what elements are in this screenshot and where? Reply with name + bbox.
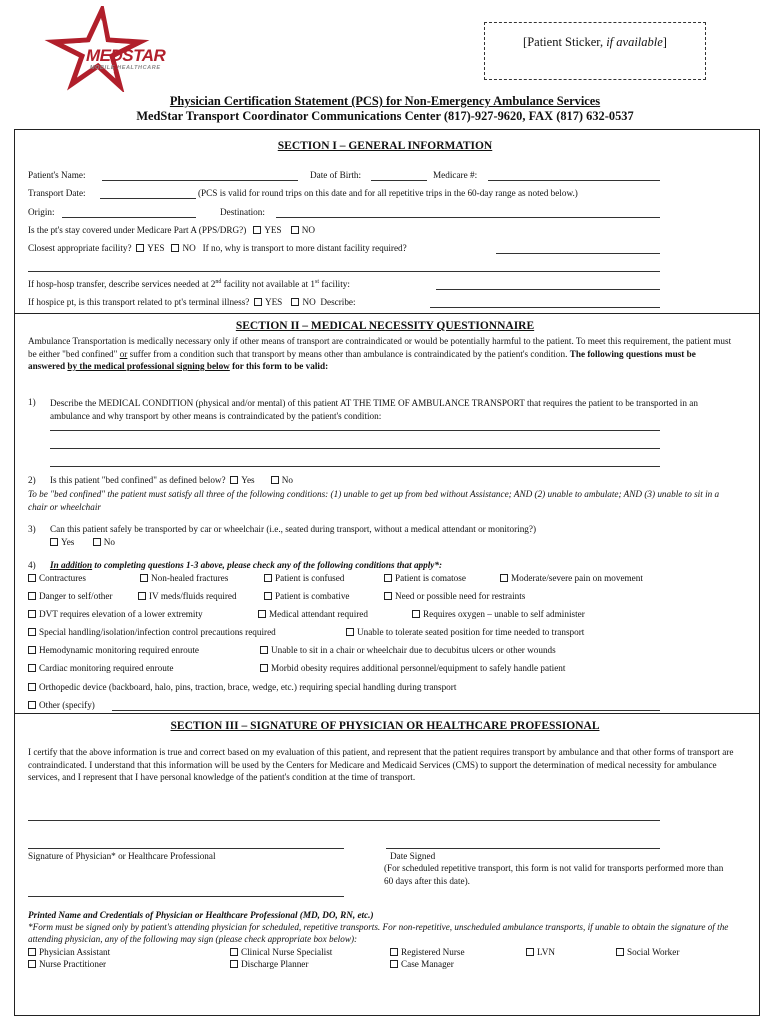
transport-date-note: (PCS is valid for round trips on this date and for all repetitive trips in the 60-day range as noted below.) (198, 188, 578, 198)
option-clinical-nurse[interactable]: Clinical Nurse Specialist (230, 947, 332, 957)
transport-date-label: Transport Date: (28, 188, 86, 198)
hospice-question: If hospice pt, is this transport related to pt's terminal illness? YES NO Describe: (28, 297, 356, 307)
q2-text: Is this patient "bed confined" as defined below? Yes No (50, 475, 293, 485)
checkbox[interactable] (264, 592, 272, 600)
closest-yes-checkbox[interactable] (136, 244, 144, 252)
checkbox[interactable] (140, 574, 148, 582)
q1-answer-line-2[interactable] (50, 448, 660, 449)
q1-answer-line-1[interactable] (50, 430, 660, 431)
checkbox[interactable] (230, 960, 238, 968)
checkbox[interactable] (500, 574, 508, 582)
checkbox[interactable] (390, 948, 398, 956)
closest-why-field[interactable] (496, 253, 660, 254)
q2-yes-checkbox[interactable] (230, 476, 238, 484)
option-lvn[interactable]: LVN (526, 947, 555, 957)
certification-text: I certify that the above information is true and correct based on my evaluation of this patient, and represent that the patient requires transport by ambulance and that other forms of transport are contraindicated. I understand that this information will be used by the Centers for Medicare and Medicaid Services (CMS) to support the determination of medical necessity for ambulance services, and I represent that I have personal knowledge of the patient's condition at the time of transport. (28, 747, 734, 782)
condition-contractures[interactable]: Contractures (28, 573, 86, 583)
condition-attendant[interactable]: Medical attendant required (258, 609, 368, 619)
medicare-field[interactable] (488, 180, 660, 181)
destination-field[interactable] (276, 217, 660, 218)
hospice-describe-field[interactable] (430, 307, 660, 308)
checkbox[interactable] (390, 960, 398, 968)
origin-label: Origin: (28, 207, 55, 217)
condition-restraints[interactable]: Need or possible need for restraints (384, 591, 525, 601)
condition-hemo[interactable]: Hemodynamic monitoring required enroute (28, 645, 199, 655)
logo-brand: MEDSTAR (86, 46, 166, 65)
section-2-intro: Ambulance Transportation is medically necessary only if other means of transport are contraindicated or would be potentially harmful to the patient. To meet this requirement, the patient must be either "bed confined" or suffer from a condition such that transport by means other than ambulance is contraindicated by the patient's condition. The following questions must be answered by the medical professional signing below for this form to be valid: (28, 336, 732, 371)
option-case-manager[interactable]: Case Manager (390, 959, 454, 969)
hospice-yes-checkbox[interactable] (254, 298, 262, 306)
q1-answer-line-3[interactable] (50, 466, 660, 467)
medicare-label: Medicare #: (433, 170, 478, 180)
option-physician-assistant[interactable]: Physician Assistant (28, 947, 110, 957)
condition-ortho[interactable]: Orthopedic device (backboard, halo, pins, traction, brace, wedge, etc.) requiring special handling during transport (28, 682, 456, 692)
other-specify-field[interactable] (112, 710, 660, 711)
patient-name-field[interactable] (102, 180, 298, 181)
checkbox[interactable] (412, 610, 420, 618)
checkbox[interactable] (384, 574, 392, 582)
condition-confused[interactable]: Patient is confused (264, 573, 344, 583)
closest-no-checkbox[interactable] (171, 244, 179, 252)
checkbox[interactable] (260, 646, 268, 654)
checkbox[interactable] (28, 701, 36, 709)
condition-nonhealed[interactable]: Non-healed fractures (140, 573, 228, 583)
part-a-question: Is the pt's stay covered under Medicare Part A (PPS/DRG?) YES NO (28, 225, 316, 235)
signature-extra-line[interactable] (28, 820, 660, 821)
section-2-title: SECTION II – MEDICAL NECESSITY QUESTIONNAIRE (235, 320, 535, 332)
checkbox[interactable] (28, 960, 36, 968)
q2-definition: To be "bed confined" the patient must satisfy all three of the following conditions: (1) unable to get up from bed without Assistance; AND (2) unable to ambulate; AND (3) unable to sit in a chair or wheelchair (28, 489, 720, 512)
checkbox[interactable] (230, 948, 238, 956)
option-registered-nurse[interactable]: Registered Nurse (390, 947, 465, 957)
hosp-transfer-field[interactable] (436, 289, 660, 290)
closest-why-field-2[interactable] (28, 271, 660, 272)
section-divider-1 (14, 313, 760, 314)
condition-cardiac[interactable]: Cardiac monitoring required enroute (28, 663, 173, 673)
condition-decubitus[interactable]: Unable to sit in a chair or wheelchair due to decubitus ulcers or other wounds (260, 645, 556, 655)
checkbox[interactable] (28, 592, 36, 600)
form-subtitle: MedStar Transport Coordinator Communications Center (817)-927-9620, FAX (817) 632-0537 (136, 109, 634, 123)
patient-sticker-box (484, 22, 706, 80)
checkbox[interactable] (526, 948, 534, 956)
condition-obesity[interactable]: Morbid obesity requires additional personnel/equipment to safely handle patient (260, 663, 565, 673)
checkbox[interactable] (346, 628, 354, 636)
q2-number: 2) (28, 475, 36, 485)
part-a-yes-checkbox[interactable] (253, 226, 261, 234)
checkbox[interactable] (28, 646, 36, 654)
date-signed-note: (For scheduled repetitive transport, this form is not valid for transports performed more than 60 days after this date). (384, 863, 724, 886)
option-social-worker[interactable]: Social Worker (616, 947, 679, 957)
condition-combative[interactable]: Patient is combative (264, 591, 350, 601)
condition-pain[interactable]: Moderate/severe pain on movement (500, 573, 643, 583)
checkbox[interactable] (28, 948, 36, 956)
checkbox[interactable] (28, 664, 36, 672)
signature-field[interactable] (28, 848, 344, 849)
q2-no-checkbox[interactable] (271, 476, 279, 484)
condition-iv[interactable]: IV meds/fluids required (138, 591, 237, 601)
hosp-transfer-question: If hosp-hosp transfer, describe services needed at 2nd facility not available at 1st facility: (28, 279, 350, 290)
checkbox[interactable] (616, 948, 624, 956)
logo-tagline: MOBILE HEALTHCARE (90, 65, 161, 71)
condition-danger[interactable]: Danger to self/other (28, 591, 112, 601)
patient-sticker-label: [Patient Sticker, if available] (523, 35, 667, 49)
dob-field[interactable] (371, 180, 427, 181)
checkbox[interactable] (138, 592, 146, 600)
q3-number: 3) (28, 524, 36, 534)
destination-label: Destination: (220, 207, 265, 217)
checkbox[interactable] (28, 574, 36, 582)
checkbox[interactable] (264, 574, 272, 582)
signature-label: Signature of Physician* or Healthcare Professional (28, 851, 216, 861)
closest-facility-question: Closest appropriate facility? YES NO If no, why is transport to more distant facility required? (28, 243, 407, 253)
condition-oxygen[interactable]: Requires oxygen – unable to self administer (412, 609, 585, 619)
part-a-no-checkbox[interactable] (291, 226, 299, 234)
q4-number: 4) (28, 560, 36, 570)
checkbox[interactable] (28, 610, 36, 618)
section-divider-2 (14, 713, 760, 714)
checkbox[interactable] (28, 683, 36, 691)
checkbox[interactable] (28, 628, 36, 636)
hospice-no-checkbox[interactable] (291, 298, 299, 306)
section-3-title: SECTION III – SIGNATURE OF PHYSICIAN OR HEALTHCARE PROFESSIONAL (170, 720, 600, 732)
q1-text: Describe the MEDICAL CONDITION (physical and/or mental) of this patient AT THE TIME OF AMBULANCE TRANSPORT that requires the patient to be transported in an ambulance and why transport by other means is contraindicated by the patient's condition: (50, 398, 698, 421)
option-nurse-practitioner[interactable]: Nurse Practitioner (28, 959, 106, 969)
checkbox[interactable] (384, 592, 392, 600)
dob-label: Date of Birth: (310, 170, 362, 180)
q3-text: Can this patient safely be transported by car or wheelchair (i.e., seated during transport, without a medical attendant or monitoring?) (50, 524, 537, 534)
q3-no-checkbox[interactable] (93, 538, 101, 546)
condition-seated[interactable]: Unable to tolerate seated position for time needed to transport (346, 627, 584, 637)
origin-field[interactable] (62, 217, 196, 218)
q3-yes-checkbox[interactable] (50, 538, 58, 546)
q1-number: 1) (28, 397, 36, 407)
condition-dvt[interactable]: DVT requires elevation of a lower extremity (28, 609, 203, 619)
q3-options: Yes No (50, 537, 115, 547)
date-signed-label: Date Signed (390, 851, 436, 861)
q4-text: In addition to completing questions 1-3 above, please check any of the following conditions that apply*: (50, 560, 443, 570)
medstar-logo (40, 6, 190, 92)
checkbox[interactable] (258, 610, 266, 618)
section-1-title: SECTION I – GENERAL INFORMATION (277, 140, 493, 152)
signature-footnote: *Form must be signed only by patient's attending physician for scheduled, repetitive transports. For non-repetitive, unscheduled ambulance transports, if unable to obtain the signature of the attending physician, any of the following may sign (please check appropriate box below): (28, 922, 729, 944)
checkbox[interactable] (260, 664, 268, 672)
condition-comatose[interactable]: Patient is comatose (384, 573, 466, 583)
printed-name-label: Printed Name and Credentials of Physician or Healthcare Professional (MD, DO, RN, etc.) (28, 910, 374, 920)
form-title: Physician Certification Statement (PCS) for Non-Emergency Ambulance Services (169, 94, 601, 108)
patient-name-label: Patient's Name: (28, 170, 86, 180)
date-signed-field[interactable] (386, 848, 660, 849)
printed-name-field[interactable] (28, 896, 344, 897)
condition-other[interactable]: Other (specify) (28, 700, 95, 710)
condition-special[interactable]: Special handling/isolation/infection control precautions required (28, 627, 276, 637)
option-discharge-planner[interactable]: Discharge Planner (230, 959, 308, 969)
transport-date-field[interactable] (100, 198, 196, 199)
